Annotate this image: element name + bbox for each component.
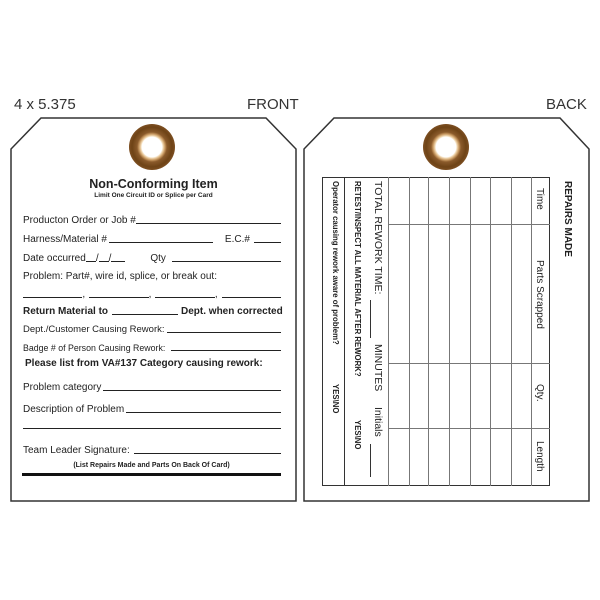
column-header-length: Length: [534, 441, 545, 472]
problem-part-line-1[interactable]: [23, 297, 82, 298]
initials-line[interactable]: [370, 444, 371, 477]
retest-yes-no[interactable]: YES\NO: [353, 420, 362, 450]
tag-size-label: 4 x 5.375: [14, 96, 76, 113]
description-line-2[interactable]: [23, 428, 281, 429]
description-line[interactable]: [126, 412, 281, 413]
comma: ,: [148, 289, 152, 300]
date-row: [23, 250, 281, 264]
grommet-icon: [129, 124, 175, 170]
description-extra-row[interactable]: [23, 417, 281, 431]
badge-field[interactable]: [23, 339, 281, 353]
problem-category-line[interactable]: [103, 390, 281, 391]
problem-part-line-3[interactable]: [155, 297, 214, 298]
team-leader-signature-line[interactable]: [134, 453, 281, 454]
problem-category-field[interactable]: [23, 379, 281, 393]
badge-label: Badge # of Person Causing Rework:: [23, 343, 166, 353]
initials-label: Initials: [372, 407, 384, 437]
minutes-label: MINUTES: [372, 344, 384, 392]
badge-line[interactable]: [171, 350, 281, 351]
qty-line[interactable]: [172, 261, 281, 262]
harness-row: [23, 231, 281, 245]
harness-material-line[interactable]: [109, 242, 213, 243]
return-dept-line[interactable]: [112, 314, 178, 315]
date-month-line[interactable]: [86, 261, 96, 262]
dept-corrected-label: Dept. when corrected: [181, 306, 283, 317]
problem-label: Problem: Part#, wire id, splice, or break out:: [23, 271, 217, 282]
front-label: FRONT: [247, 96, 299, 113]
ec-label: E.C.#: [224, 234, 250, 245]
column-header-qty: Qty.: [534, 384, 545, 402]
dept-customer-line[interactable]: [167, 332, 282, 333]
table-divider: [344, 177, 345, 486]
grommet-icon: [423, 124, 469, 170]
table-row-divider: [388, 224, 550, 225]
ec-line[interactable]: [254, 242, 281, 243]
description-label: Description of Problem: [23, 404, 125, 415]
dept-customer-label: Dept./Customer Causing Rework:: [23, 324, 165, 335]
date-separator: /: [95, 253, 99, 264]
date-separator: /: [108, 253, 112, 264]
footer-note: (List Repairs Made and Parts On Back Of Card): [73, 462, 230, 469]
footer-divider: [22, 473, 281, 476]
please-list-row: [25, 355, 283, 369]
table-row-divider: [388, 428, 550, 429]
production-order-label: Producton Order or Job #: [23, 215, 136, 226]
team-leader-field[interactable]: [23, 442, 281, 456]
problem-category-label: Problem category: [23, 382, 102, 393]
production-order-field[interactable]: [23, 212, 281, 226]
date-year-line[interactable]: [111, 261, 125, 262]
team-leader-label: Team Leader Signature:: [23, 445, 130, 456]
date-day-line[interactable]: [99, 261, 109, 262]
comma: ,: [214, 289, 218, 300]
description-field[interactable]: [23, 401, 281, 415]
back-label: BACK: [546, 96, 587, 113]
harness-material-label: Harness/Material #: [23, 234, 107, 245]
front-title: Non-Conforming Item: [89, 177, 218, 191]
column-header-time: Time: [534, 188, 545, 210]
column-header-parts-scrapped: Parts Scrapped: [534, 260, 545, 329]
problem-parts-row: [23, 286, 281, 300]
qty-label: Qty: [150, 253, 166, 264]
dept-customer-field[interactable]: [23, 321, 281, 335]
table-row-divider: [388, 363, 550, 364]
return-material-label: Return Material to: [23, 306, 109, 317]
problem-part-line-2[interactable]: [89, 297, 148, 298]
please-list-label: Please list from VA#137 Category causing rework:: [25, 358, 263, 369]
repairs-made-heading: REPAIRS MADE: [562, 181, 573, 257]
total-rework-time-label: TOTAL REWORK TIME:: [372, 181, 384, 295]
return-material-row: [23, 303, 281, 317]
rework-time-line[interactable]: [370, 300, 371, 338]
problem-part-line-4[interactable]: [222, 297, 281, 298]
problem-label-row: [23, 268, 281, 282]
retest-inspect-label: RETEST/INSPECT ALL MATERIAL AFTER REWORK?: [353, 181, 362, 377]
operator-yes-no[interactable]: YES\NO: [331, 384, 340, 414]
date-occurred-label: Date occurred: [23, 253, 86, 264]
production-order-line[interactable]: [136, 223, 281, 224]
comma: ,: [82, 289, 86, 300]
operator-aware-label: Operator causing rework aware of problem?: [331, 181, 340, 345]
front-subtitle: Limit One Circuit ID or Splice per Card: [94, 192, 213, 199]
